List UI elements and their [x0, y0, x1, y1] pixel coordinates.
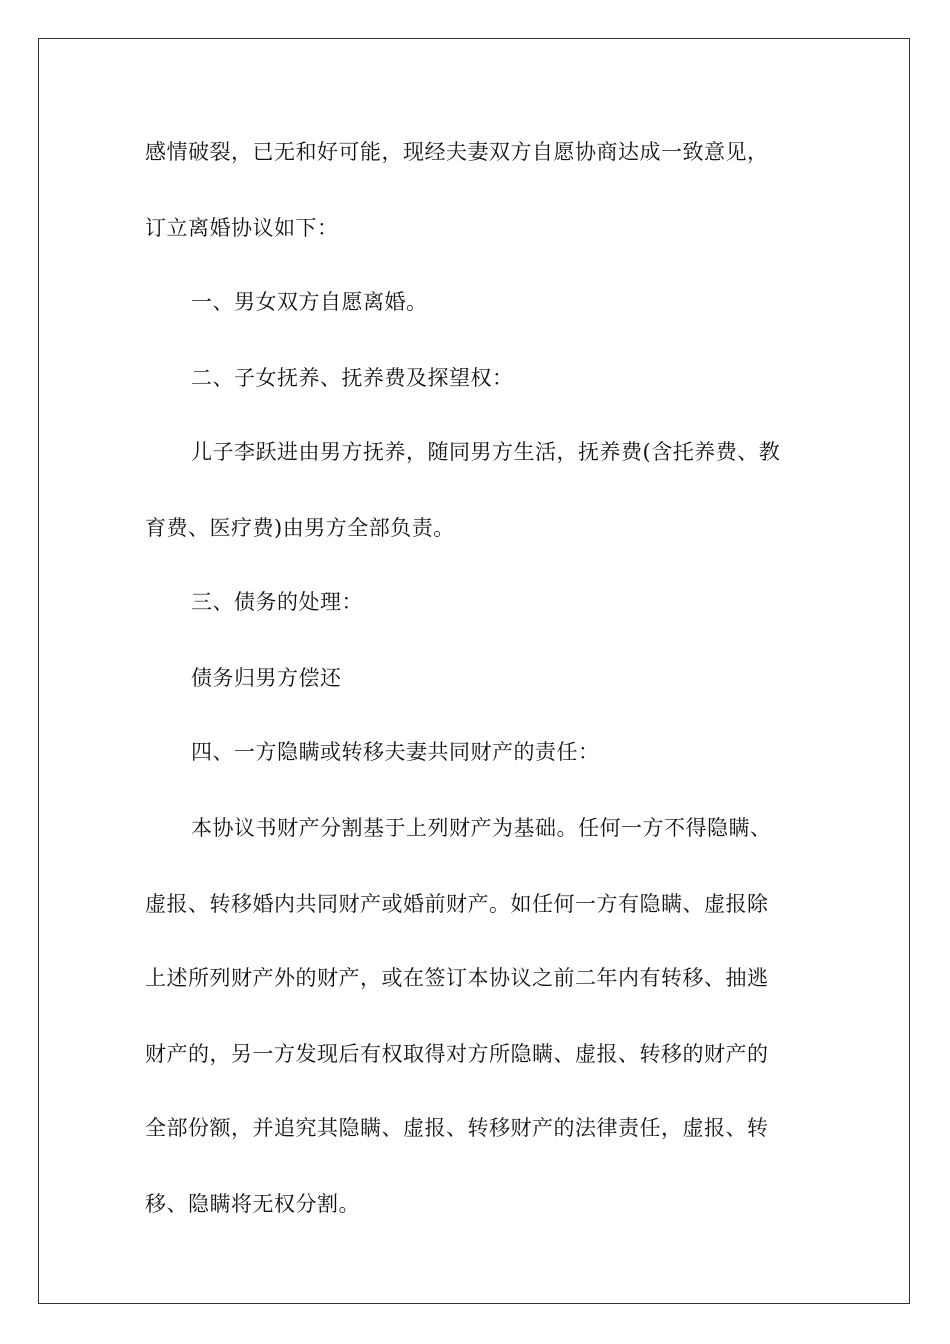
body-line: 财产的，另一方发现后有权取得对方所隐瞒、虚报、转移的财产的 — [145, 1042, 769, 1066]
section-heading: 二、子女抚养、抚养费及探望权： — [191, 366, 514, 390]
body-line: 育费、医疗费)由男方全部负责。 — [145, 516, 455, 540]
body-line: 全部份额，并追究其隐瞒、虚报、转移财产的法律责任，虚报、转 — [145, 1116, 769, 1140]
body-line: 上述所列财产外的财产，或在签订本协议之前二年内有转移、抽逃 — [145, 966, 769, 990]
section-heading: 四、一方隐瞒或转移夫妻共同财产的责任： — [191, 740, 600, 764]
body-line: 本协议书财产分割基于上列财产为基础。任何一方不得隐瞒、 — [191, 816, 772, 840]
section-heading: 三、债务的处理： — [191, 590, 363, 614]
section-heading: 一、男女双方自愿离婚。 — [191, 290, 428, 314]
body-line: 感情破裂，已无和好可能，现经夫妻双方自愿协商达成一致意见， — [145, 140, 769, 164]
body-line: 虚报、转移婚内共同财产或婚前财产。如任何一方有隐瞒、虚报除 — [145, 892, 769, 916]
body-line: 债务归男方偿还 — [191, 666, 342, 690]
body-line: 移、隐瞒将无权分割。 — [145, 1192, 360, 1216]
body-line: 订立离婚协议如下： — [145, 216, 339, 240]
body-line: 儿子李跃进由男方抚养，随同男方生活，抚养费(含托养费、教 — [191, 440, 781, 464]
